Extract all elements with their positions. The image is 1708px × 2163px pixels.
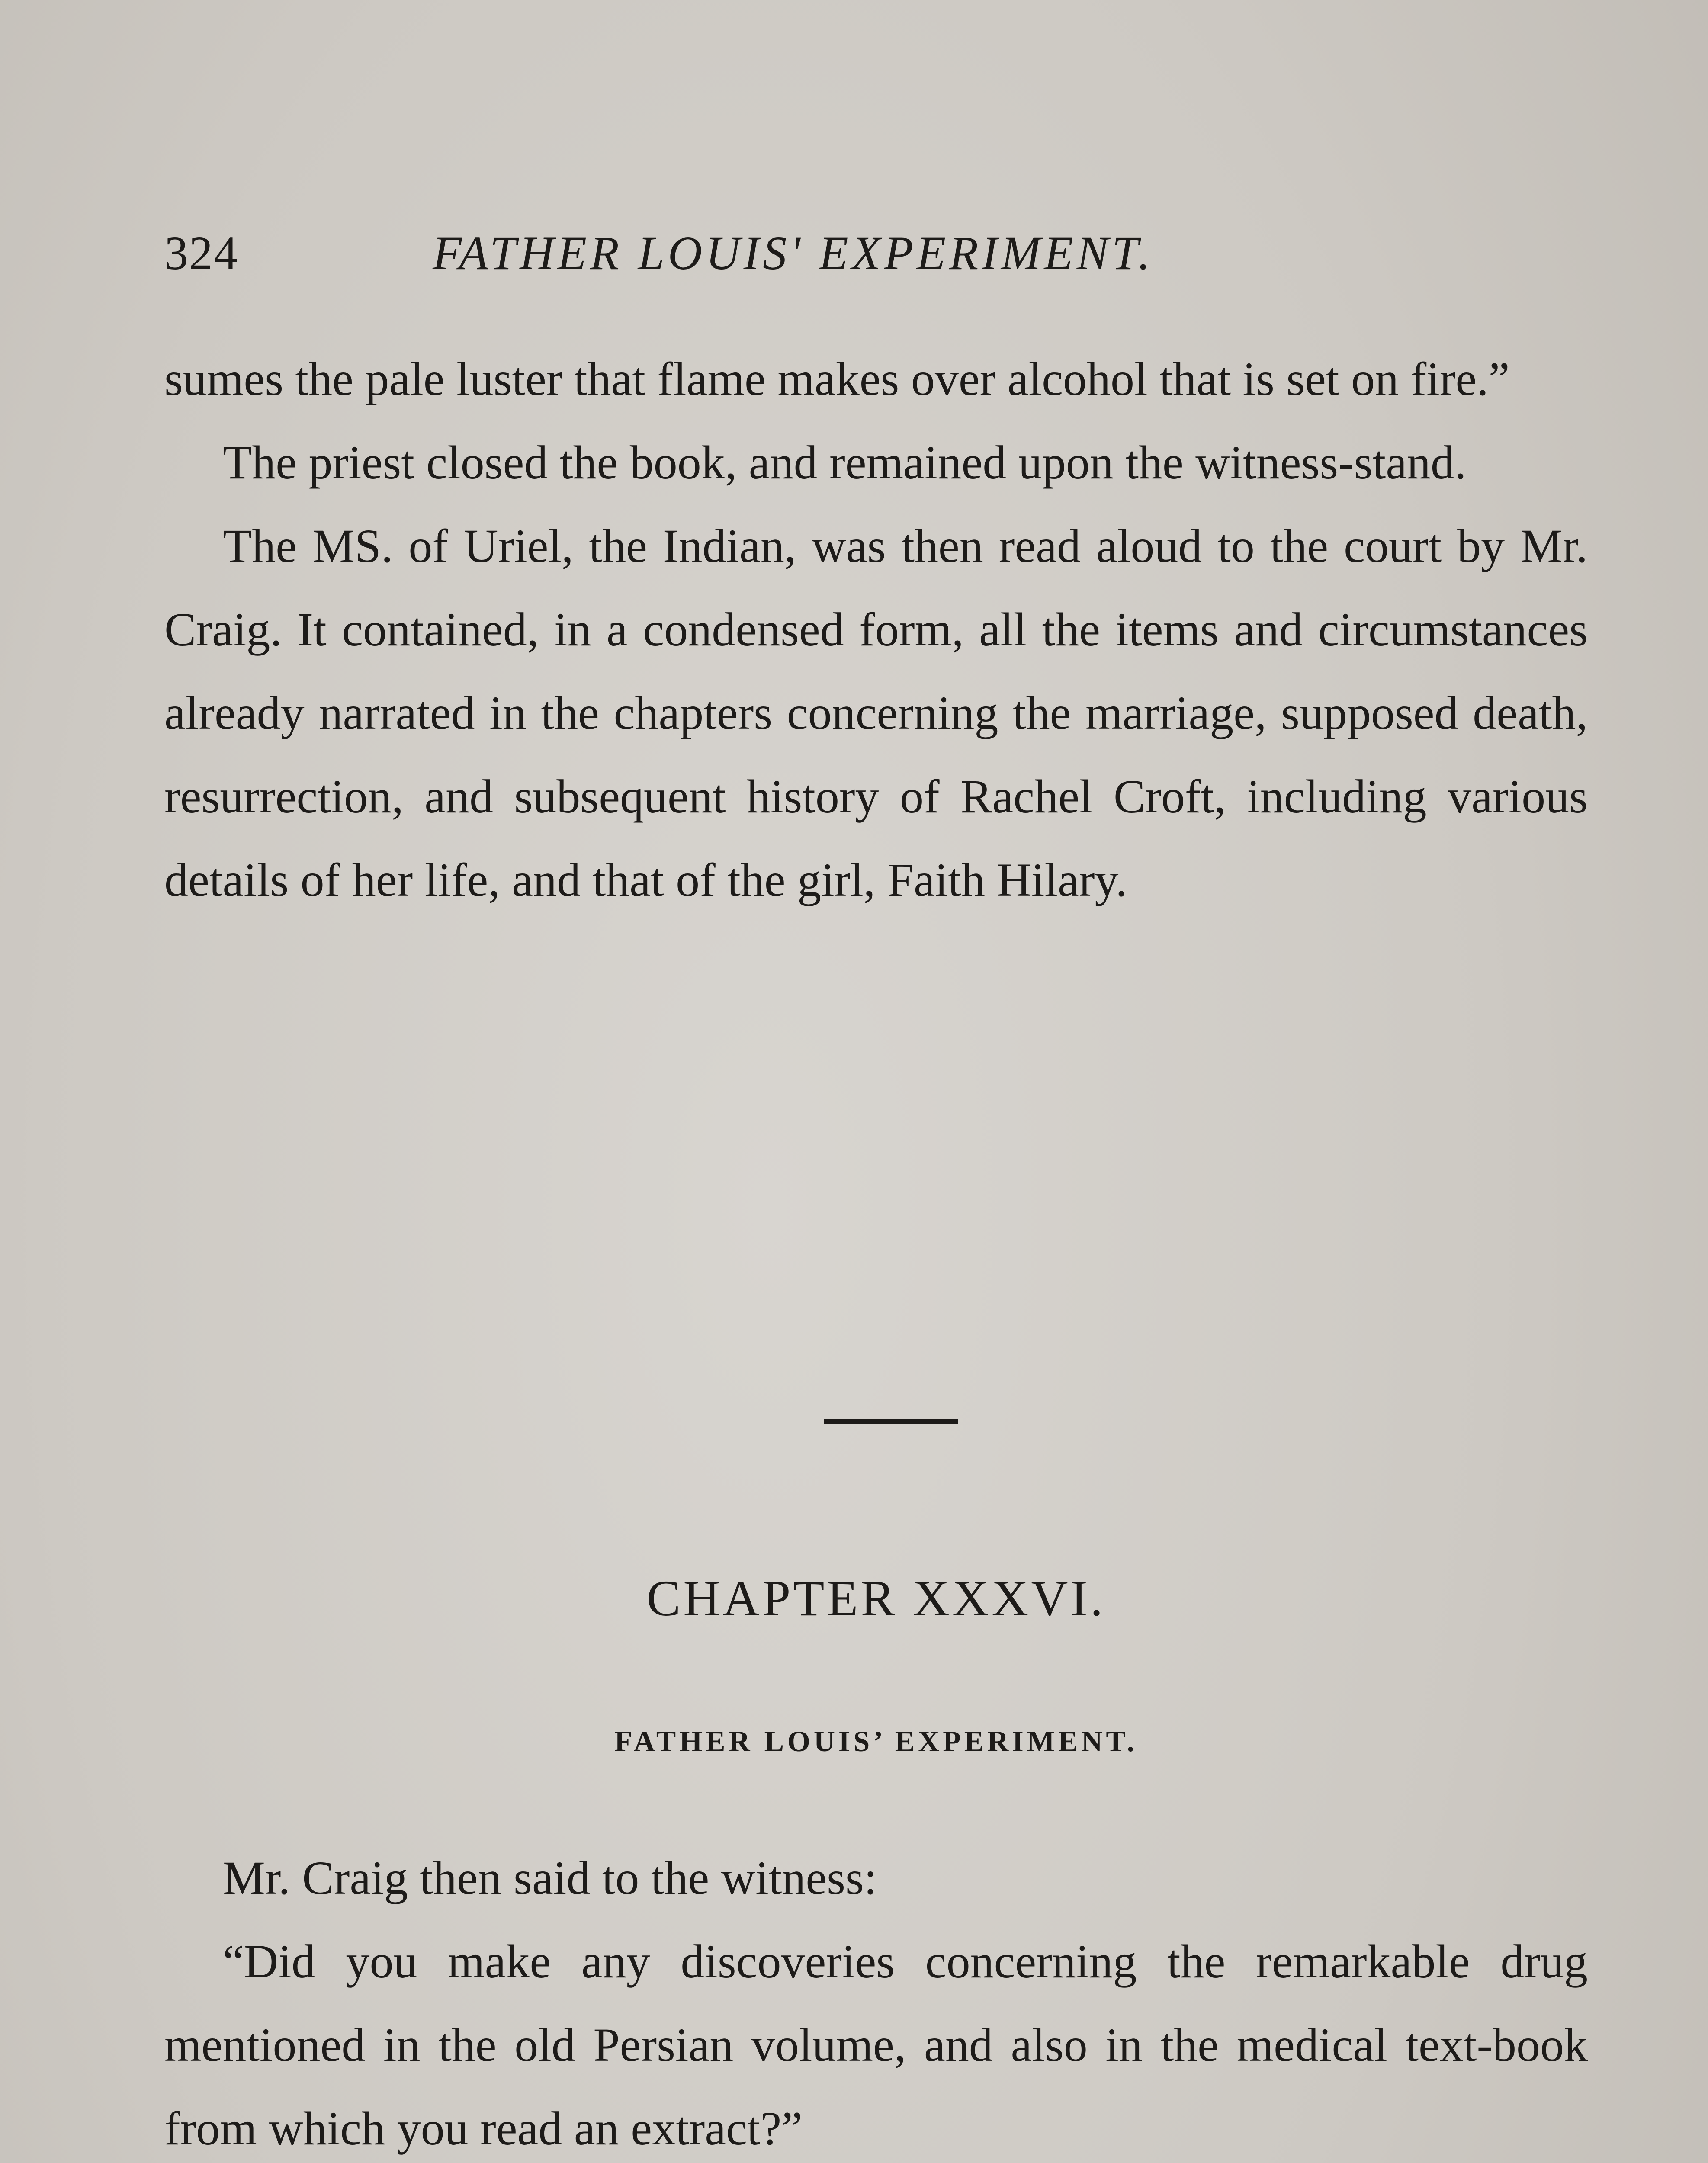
running-title: FATHER LOUIS' EXPERIMENT.	[433, 227, 1154, 279]
paragraph: “Did you make any discoveries concerning the remarkable drug mentioned in the old Persian volume, and also in the medical text-book from which you read an extract?”	[164, 1935, 1588, 2155]
paragraph: Mr. Craig then said to the witness:	[223, 1852, 877, 1904]
running-head	[164, 221, 1592, 286]
chapter-number: CHAPTER XXXVI.	[646, 1570, 1106, 1627]
text-block-chapter-body	[164, 1836, 1588, 2163]
paragraph: The MS. of Uriel, the Indian, was then read aloud to the court by Mr. Craig. It contained, in a condensed form, all the items and circumstances already narrated in the chapters concerning the marriage, supposed death, resurrection, and subsequent history of Rachel Croft, including various details of her life, and that of the girl, Faith Hilary.	[164, 520, 1588, 906]
paragraph: The priest closed the book, and remained upon the witness-stand.	[223, 436, 1467, 489]
paragraph: sumes the pale luster that flame makes over alcohol that is set on fire.”	[164, 353, 1510, 405]
section-divider-rule	[824, 1419, 958, 1424]
text-block-before-chapter	[164, 337, 1588, 922]
page-number: 324	[164, 227, 238, 279]
chapter-title: FATHER LOUIS’ EXPERIMENT.	[614, 1725, 1138, 1758]
